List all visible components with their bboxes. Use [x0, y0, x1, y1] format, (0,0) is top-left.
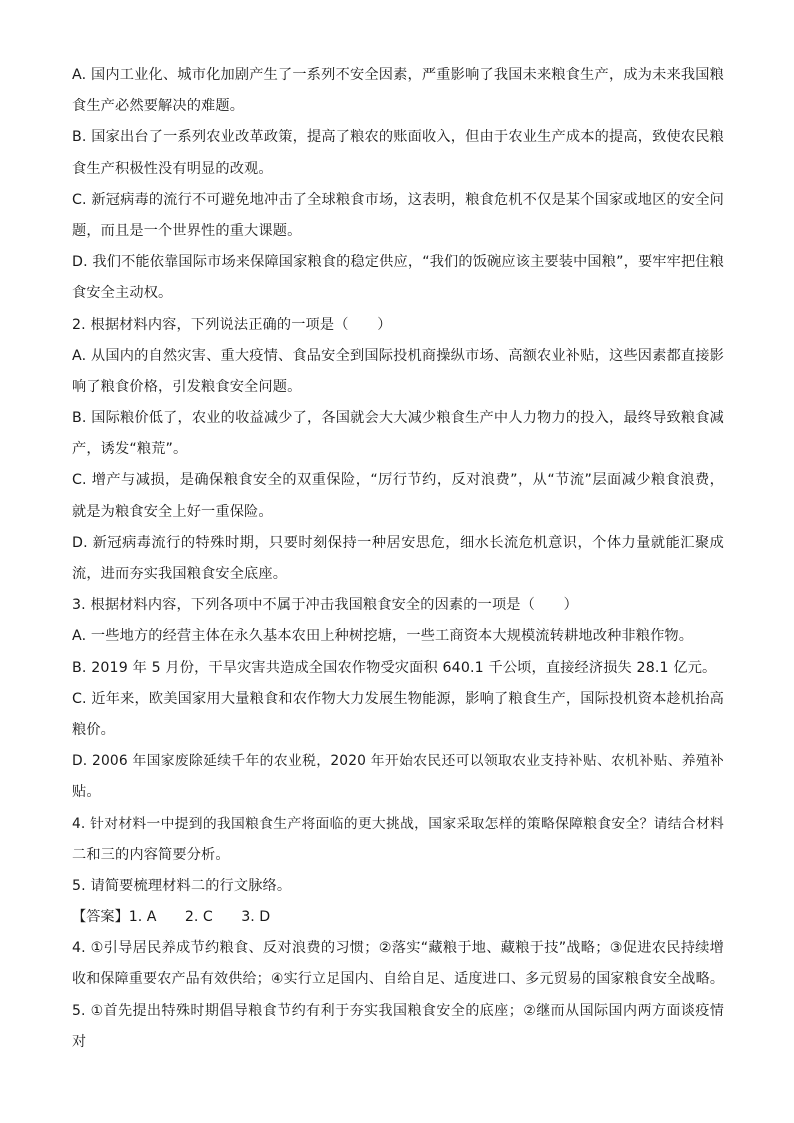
option-d-line-2: 食安全主动权。 — [72, 285, 173, 302]
option-b-line-2: 食生产积极性没有明显的改观。 — [72, 160, 273, 177]
document-page — [72, 60, 724, 1050]
q3-option-d-line-2: 贴。 — [72, 784, 101, 801]
question-3: 3. 根据材料内容，下列各项中不属于冲击我国粮食安全的因素的一项是（ ） — [72, 597, 578, 614]
answer-4-line-2: 收和保障重要农产品有效供给；④实行立足国内、自给自足、适度进口、多元贸易的国家粮食安全战略。 — [72, 971, 724, 988]
option-a-line-2: 食生产必然要解决的难题。 — [72, 98, 245, 115]
q2-option-a-line-2: 响了粮食价格，引发粮食安全问题。 — [72, 378, 302, 395]
option-c-line-1: C. 新冠病毒的流行不可避免地冲击了全球粮食市场，这表明，粮食危机不仅是某个国家或地区的安全问 — [72, 191, 724, 208]
question-5: 5. 请简要梳理材料二的行文脉络。 — [72, 877, 292, 894]
q2-option-a-line-1: A. 从国内的自然灾害、重大疫情、食品安全到国际投机商操纵市场、高额农业补贴，这些因素都直接影 — [72, 347, 724, 364]
q2-option-c-line-2: 就是为粮食安全上好一重保险。 — [72, 503, 273, 520]
q3-option-a: A. 一些地方的经营主体在永久基本农田上种树挖塘，一些工商资本大规模流转耕地改种非粮作物。 — [72, 628, 694, 645]
q2-option-d-line-2: 流，进而夯实我国粮食安全底座。 — [72, 566, 288, 582]
option-d-line-1: D. 我们不能依靠国际市场来保障国家粮食的稳定供应，“我们的饭碗应该主要装中国粮”，要牢牢把住粮 — [72, 254, 724, 271]
option-a-line-1: A. 国内工业化、城市化加剧产生了一系列不安全因素，严重影响了我国未来粮食生产，成为未来我国粮 — [72, 67, 724, 83]
q3-option-c-line-2: 粮价。 — [72, 721, 116, 738]
q3-option-d-line-1: D. 2006 年国家废除延续千年的农业税，2020 年开始农民还可以领取农业支持补贴、农机补贴、养殖补 — [72, 753, 724, 770]
answer-4-line-1: 4. ①引导居民养成节约粮食、反对浪费的习惯；②落实“藏粮于地、藏粮于技”战略；③促进农民持续增 — [72, 940, 724, 957]
question-4-line-2: 二和三的内容简要分析。 — [72, 846, 230, 863]
q2-option-b-line-2: 产，诱发“粮荒”。 — [72, 441, 188, 458]
question-2: 2. 根据材料内容，下列说法正确的一项是（ ） — [72, 316, 392, 333]
answer-line: 【答案】1. A 2. C 3. D — [72, 909, 271, 926]
q2-option-c-line-1: C. 增产与减损，是确保粮食安全的双重保险，“厉行节约，反对浪费”，从“节流”层面减少粮食浪费， — [72, 472, 724, 489]
q2-option-b-line-1: B. 国际粮价低了，农业的收益减少了，各国就会大大减少粮食生产中人力物力的投入，最终导致粮食减 — [72, 410, 724, 427]
q3-option-c-line-1: C. 近年来，欧美国家用大量粮食和农作物大力发展生物能源，影响了粮食生产，国际投机资本趁机抬高 — [72, 690, 724, 707]
option-c-line-2: 题，而且是一个世界性的重大课题。 — [72, 222, 302, 239]
q2-option-d-line-1: D. 新冠病毒流行的特殊时期，只要时刻保持一种居安思危，细水长流危机意识，个体力量就能汇聚成 — [72, 534, 724, 551]
q3-option-b: B. 2019 年 5 月份，干旱灾害共造成全国农作物受灾面积 640.1 千公顷，直接经济损失 28.1 亿元。 — [72, 659, 717, 676]
option-b-line-1: B. 国家出台了一系列农业改革政策，提高了粮农的账面收入，但由于农业生产成本的提高，致使农民粮 — [72, 129, 724, 146]
answer-5-line-1: 5. ①首先提出特殊时期倡导粮食节约有利于夯实我国粮食安全的底座；②继而从国际国内两方面谈疫情对 — [72, 1002, 724, 1050]
question-4-line-1: 4. 针对材料一中提到的我国粮食生产将面临的更大挑战，国家采取怎样的策略保障粮食安全？请结合材料 — [72, 815, 724, 832]
